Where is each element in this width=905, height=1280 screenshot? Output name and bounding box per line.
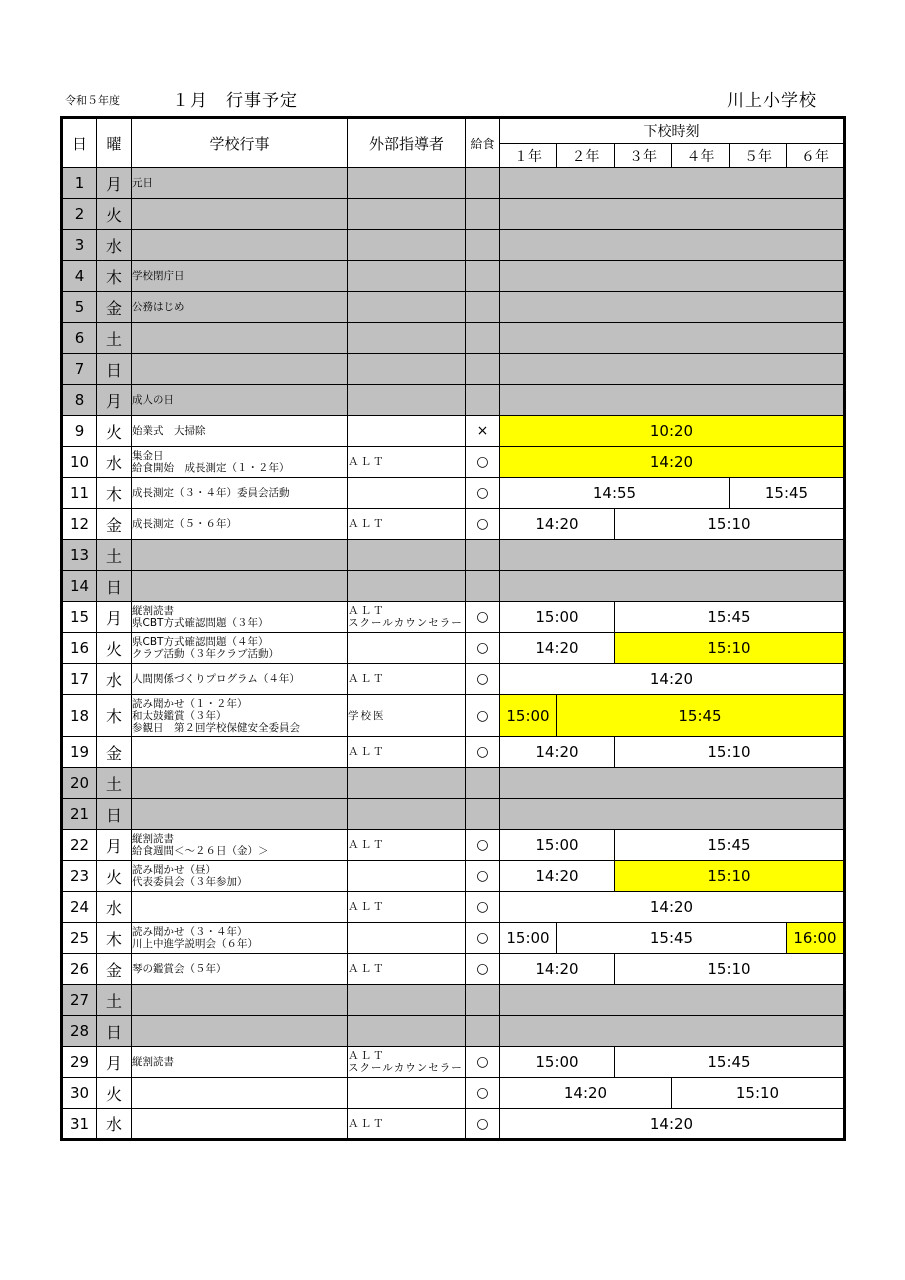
weekday-cell: 土 — [97, 768, 132, 799]
table-row — [62, 354, 845, 385]
weekday-cell: 金 — [97, 292, 132, 323]
events-cell — [132, 478, 348, 509]
weekday-cell: 月 — [97, 602, 132, 633]
weekday-cell: 水 — [97, 447, 132, 478]
coach-cell — [348, 385, 466, 416]
coach-line: スクールカウンセラー — [348, 617, 463, 629]
dismissal-empty — [500, 292, 845, 323]
coach-cell — [348, 695, 466, 737]
dismissal-time: 14:20 — [500, 447, 845, 478]
day-cell: 27 — [62, 985, 97, 1016]
coach-cell — [348, 1078, 466, 1109]
table-row — [62, 1078, 845, 1109]
events-cell — [132, 892, 348, 923]
lunch-cell — [466, 292, 500, 323]
weekday-cell: 火 — [97, 416, 132, 447]
dismissal-time: 10:20 — [500, 416, 845, 447]
table-row — [62, 602, 845, 633]
dismissal-empty — [500, 261, 845, 292]
events-cell — [132, 737, 348, 768]
event-line: 参観日 第２回学校保健安全委員会 — [132, 721, 300, 734]
dismissal-time: 15:45 — [615, 602, 845, 633]
header-dismissal: 下校時刻 — [500, 118, 845, 144]
day-cell: 17 — [62, 664, 97, 695]
dismissal-time: 15:00 — [500, 923, 557, 954]
coach-line: ＡＬＴ — [348, 673, 386, 685]
dismissal-time: 15:45 — [615, 830, 845, 861]
events-cell — [132, 447, 348, 478]
coach-line: ＡＬＴ — [348, 518, 386, 530]
events-cell — [132, 354, 348, 385]
coach-line: ＡＬＴ — [348, 456, 386, 468]
coach-cell — [348, 985, 466, 1016]
lunch-cell: ○ — [466, 1078, 500, 1109]
coach-cell — [348, 478, 466, 509]
coach-cell — [348, 1109, 466, 1140]
table-row — [62, 292, 845, 323]
events-cell — [132, 923, 348, 954]
day-cell: 19 — [62, 737, 97, 768]
dismissal-time: 14:20 — [500, 1078, 672, 1109]
coach-cell — [348, 540, 466, 571]
dismissal-time: 15:10 — [615, 737, 845, 768]
lunch-cell — [466, 323, 500, 354]
weekday-cell: 日 — [97, 571, 132, 602]
table-row — [62, 540, 845, 571]
event-line: 始業式 大掃除 — [132, 425, 206, 437]
lunch-cell: ○ — [466, 633, 500, 664]
events-cell — [132, 664, 348, 695]
day-cell: 4 — [62, 261, 97, 292]
dismissal-time: 14:20 — [500, 509, 615, 540]
fiscal-year-label: 令和５年度 — [65, 94, 120, 107]
event-line: 縦割読書 — [132, 833, 174, 845]
event-line: 県CBT方式確認問題（４年） — [132, 636, 269, 648]
events-cell — [132, 861, 348, 892]
coach-cell — [348, 830, 466, 861]
header-day: 日 — [62, 118, 97, 168]
day-cell: 28 — [62, 1016, 97, 1047]
coach-cell — [348, 230, 466, 261]
lunch-cell: ○ — [466, 664, 500, 695]
lunch-cell — [466, 540, 500, 571]
lunch-cell: ○ — [466, 509, 500, 540]
day-cell: 18 — [62, 695, 97, 737]
table-row — [62, 199, 845, 230]
weekday-cell: 水 — [97, 1109, 132, 1140]
header-grade-1: １年 — [500, 144, 557, 168]
events-cell — [132, 602, 348, 633]
table-row — [62, 861, 845, 892]
event-line: 給食週間＜～２６日（金）＞ — [132, 845, 269, 857]
day-cell: 15 — [62, 602, 97, 633]
event-line: 読み聞かせ（昼） — [132, 864, 216, 876]
dismissal-time: 15:10 — [615, 861, 845, 892]
table-row — [62, 478, 845, 509]
events-cell — [132, 1016, 348, 1047]
schedule-table — [60, 116, 846, 1141]
events-cell — [132, 292, 348, 323]
events-cell — [132, 799, 348, 830]
coach-cell — [348, 799, 466, 830]
coach-cell — [348, 892, 466, 923]
dismissal-empty — [500, 168, 845, 199]
day-cell: 25 — [62, 923, 97, 954]
event-line: 読み聞かせ（３・４年） — [132, 926, 248, 938]
table-row — [62, 261, 845, 292]
table-row — [62, 571, 845, 602]
coach-cell — [348, 602, 466, 633]
header-grade-6: ６年 — [787, 144, 845, 168]
events-cell — [132, 1109, 348, 1140]
day-cell: 29 — [62, 1047, 97, 1078]
day-cell: 5 — [62, 292, 97, 323]
weekday-cell: 月 — [97, 1047, 132, 1078]
day-cell: 16 — [62, 633, 97, 664]
table-row — [62, 385, 845, 416]
header-coaches: 外部指導者 — [348, 118, 466, 168]
day-cell: 23 — [62, 861, 97, 892]
table-row — [62, 768, 845, 799]
day-cell: 30 — [62, 1078, 97, 1109]
header-grade-2: ２年 — [557, 144, 615, 168]
coach-cell — [348, 199, 466, 230]
day-cell: 3 — [62, 230, 97, 261]
coach-line: ＡＬＴ — [348, 839, 386, 851]
lunch-cell: ○ — [466, 892, 500, 923]
dismissal-time: 14:20 — [500, 1109, 845, 1140]
weekday-cell: 金 — [97, 954, 132, 985]
events-cell — [132, 509, 348, 540]
table-row — [62, 954, 845, 985]
coach-cell — [348, 323, 466, 354]
coach-cell — [348, 416, 466, 447]
weekday-cell: 火 — [97, 861, 132, 892]
dismissal-empty — [500, 354, 845, 385]
dismissal-time: 14:20 — [500, 664, 845, 695]
weekday-cell: 日 — [97, 799, 132, 830]
coach-line: スクールカウンセラー — [348, 1062, 463, 1074]
event-line: 代表委員会（３年参加） — [132, 876, 248, 888]
lunch-cell: ○ — [466, 1047, 500, 1078]
table-row — [62, 923, 845, 954]
event-line: 県CBT方式確認問題（３年） — [132, 617, 269, 629]
coach-line: ＡＬＴ — [348, 963, 386, 975]
dismissal-time: 16:00 — [787, 923, 845, 954]
dismissal-time: 15:45 — [615, 1047, 845, 1078]
day-cell: 13 — [62, 540, 97, 571]
coach-cell — [348, 292, 466, 323]
weekday-cell: 金 — [97, 737, 132, 768]
lunch-cell — [466, 230, 500, 261]
event-line: 川上中進学説明会（６年） — [132, 938, 258, 950]
table-row — [62, 664, 845, 695]
dismissal-time: 15:10 — [615, 954, 845, 985]
weekday-cell: 火 — [97, 633, 132, 664]
events-cell — [132, 416, 348, 447]
table-row — [62, 416, 845, 447]
weekday-cell: 水 — [97, 664, 132, 695]
lunch-cell: ○ — [466, 478, 500, 509]
table-row — [62, 985, 845, 1016]
weekday-cell: 月 — [97, 385, 132, 416]
dismissal-time: 15:10 — [615, 509, 845, 540]
weekday-cell: 金 — [97, 509, 132, 540]
event-line: 集金日 — [132, 450, 164, 462]
day-cell: 8 — [62, 385, 97, 416]
lunch-cell — [466, 571, 500, 602]
weekday-cell: 日 — [97, 1016, 132, 1047]
dismissal-empty — [500, 323, 845, 354]
event-line: 元日 — [132, 177, 153, 189]
coach-cell — [348, 954, 466, 985]
header-grade-5: ５年 — [730, 144, 787, 168]
header-events: 学校行事 — [132, 118, 348, 168]
day-cell: 7 — [62, 354, 97, 385]
coach-cell — [348, 768, 466, 799]
event-line: 和太鼓鑑賞（３年） — [132, 709, 227, 722]
weekday-cell: 月 — [97, 168, 132, 199]
event-line: 縦割読書 — [132, 1056, 174, 1068]
coach-cell — [348, 664, 466, 695]
lunch-cell: ○ — [466, 861, 500, 892]
header-lunch: 給食 — [466, 118, 500, 168]
coach-cell — [348, 261, 466, 292]
dismissal-empty — [500, 768, 845, 799]
dismissal-time: 15:00 — [500, 602, 615, 633]
table-row — [62, 830, 845, 861]
events-cell — [132, 830, 348, 861]
day-cell: 1 — [62, 168, 97, 199]
dismissal-empty — [500, 540, 845, 571]
event-line: クラブ活動（３年クラブ活動） — [132, 648, 279, 660]
coach-line: 学校医 — [348, 709, 386, 722]
coach-cell — [348, 447, 466, 478]
coach-cell — [348, 1016, 466, 1047]
weekday-cell: 水 — [97, 892, 132, 923]
weekday-cell: 木 — [97, 923, 132, 954]
dismissal-time: 15:10 — [672, 1078, 845, 1109]
weekday-cell: 土 — [97, 323, 132, 354]
dismissal-empty — [500, 799, 845, 830]
table-row — [62, 1109, 845, 1140]
header-grade-3: ３年 — [615, 144, 672, 168]
day-cell: 24 — [62, 892, 97, 923]
weekday-cell: 水 — [97, 230, 132, 261]
coach-cell — [348, 571, 466, 602]
event-line: 成人の日 — [132, 394, 174, 406]
dismissal-time: 14:20 — [500, 892, 845, 923]
lunch-cell — [466, 168, 500, 199]
events-cell — [132, 199, 348, 230]
day-cell: 20 — [62, 768, 97, 799]
coach-cell — [348, 509, 466, 540]
events-cell — [132, 1047, 348, 1078]
lunch-cell — [466, 985, 500, 1016]
dismissal-empty — [500, 985, 845, 1016]
coach-cell — [348, 168, 466, 199]
lunch-cell — [466, 385, 500, 416]
header-dow: 曜 — [97, 118, 132, 168]
event-line: 読み聞かせ（１・２年） — [132, 697, 248, 710]
lunch-cell: ○ — [466, 602, 500, 633]
lunch-cell: ○ — [466, 830, 500, 861]
lunch-cell: ○ — [466, 1109, 500, 1140]
day-cell: 9 — [62, 416, 97, 447]
lunch-cell — [466, 799, 500, 830]
dismissal-time: 15:00 — [500, 830, 615, 861]
lunch-cell: ○ — [466, 447, 500, 478]
event-line: 縦割読書 — [132, 605, 174, 617]
dismissal-time: 14:20 — [500, 861, 615, 892]
coach-cell — [348, 923, 466, 954]
day-cell: 12 — [62, 509, 97, 540]
dismissal-empty — [500, 199, 845, 230]
coach-cell — [348, 354, 466, 385]
lunch-cell — [466, 354, 500, 385]
dismissal-empty — [500, 230, 845, 261]
coach-line: ＡＬＴ — [348, 1117, 386, 1130]
coach-cell — [348, 737, 466, 768]
dismissal-time: 15:45 — [730, 478, 845, 509]
lunch-cell: ○ — [466, 923, 500, 954]
weekday-cell: 土 — [97, 540, 132, 571]
weekday-cell: 土 — [97, 985, 132, 1016]
table-row — [62, 633, 845, 664]
events-cell — [132, 540, 348, 571]
event-line: 学校閉庁日 — [132, 270, 185, 282]
weekday-cell: 木 — [97, 478, 132, 509]
dismissal-time: 14:55 — [500, 478, 730, 509]
weekday-cell: 日 — [97, 354, 132, 385]
page-title: １月 行事予定 — [172, 91, 298, 111]
events-cell — [132, 1078, 348, 1109]
event-line: 給食開始 成長測定（１・２年） — [132, 462, 290, 474]
events-cell — [132, 633, 348, 664]
lunch-cell: ○ — [466, 695, 500, 737]
events-cell — [132, 323, 348, 354]
table-row — [62, 892, 845, 923]
events-cell — [132, 571, 348, 602]
dismissal-empty — [500, 1016, 845, 1047]
events-cell — [132, 768, 348, 799]
school-name: 川上小学校 — [727, 91, 817, 111]
dismissal-time: 15:00 — [500, 1047, 615, 1078]
table-row — [62, 695, 845, 737]
dismissal-empty — [500, 385, 845, 416]
table-row — [62, 447, 845, 478]
day-cell: 2 — [62, 199, 97, 230]
day-cell: 21 — [62, 799, 97, 830]
coach-line: ＡＬＴ — [348, 901, 386, 913]
lunch-cell — [466, 261, 500, 292]
header-grade-4: ４年 — [672, 144, 730, 168]
lunch-cell — [466, 768, 500, 799]
table-row — [62, 323, 845, 354]
dismissal-time: 15:45 — [557, 695, 845, 737]
coach-cell — [348, 1047, 466, 1078]
weekday-cell: 木 — [97, 695, 132, 737]
coach-line: ＡＬＴ — [348, 746, 386, 758]
event-line: 人間関係づくりプログラム（４年） — [132, 673, 300, 685]
lunch-cell: ○ — [466, 737, 500, 768]
dismissal-time: 14:20 — [500, 633, 615, 664]
events-cell — [132, 695, 348, 737]
events-cell — [132, 168, 348, 199]
event-line: 公務はじめ — [132, 301, 185, 313]
coach-line: ＡＬＴ — [348, 1050, 386, 1062]
table-row — [62, 509, 845, 540]
weekday-cell: 火 — [97, 199, 132, 230]
events-cell — [132, 230, 348, 261]
lunch-cell — [466, 199, 500, 230]
table-row — [62, 230, 845, 261]
coach-line: ＡＬＴ — [348, 605, 386, 617]
table-row — [62, 1047, 845, 1078]
coach-cell — [348, 861, 466, 892]
weekday-cell: 火 — [97, 1078, 132, 1109]
dismissal-time: 15:10 — [615, 633, 845, 664]
dismissal-time: 14:20 — [500, 954, 615, 985]
day-cell: 11 — [62, 478, 97, 509]
day-cell: 31 — [62, 1109, 97, 1140]
day-cell: 14 — [62, 571, 97, 602]
weekday-cell: 木 — [97, 261, 132, 292]
event-line: 琴の鑑賞会（５年） — [132, 963, 227, 975]
table-row — [62, 1016, 845, 1047]
day-cell: 10 — [62, 447, 97, 478]
table-row — [62, 168, 845, 199]
events-cell — [132, 385, 348, 416]
lunch-cell: × — [466, 416, 500, 447]
day-cell: 26 — [62, 954, 97, 985]
events-cell — [132, 261, 348, 292]
lunch-cell — [466, 1016, 500, 1047]
schedule-body — [62, 168, 845, 1140]
lunch-cell: ○ — [466, 954, 500, 985]
dismissal-time: 14:20 — [500, 737, 615, 768]
event-line: 成長測定（３・４年）委員会活動 — [132, 487, 290, 499]
dismissal-time: 15:45 — [557, 923, 787, 954]
events-cell — [132, 954, 348, 985]
coach-cell — [348, 633, 466, 664]
dismissal-empty — [500, 571, 845, 602]
dismissal-time: 15:00 — [500, 695, 557, 737]
events-cell — [132, 985, 348, 1016]
day-cell: 22 — [62, 830, 97, 861]
event-line: 成長測定（５・６年） — [132, 518, 237, 530]
weekday-cell: 月 — [97, 830, 132, 861]
table-row — [62, 737, 845, 768]
day-cell: 6 — [62, 323, 97, 354]
table-row — [62, 799, 845, 830]
